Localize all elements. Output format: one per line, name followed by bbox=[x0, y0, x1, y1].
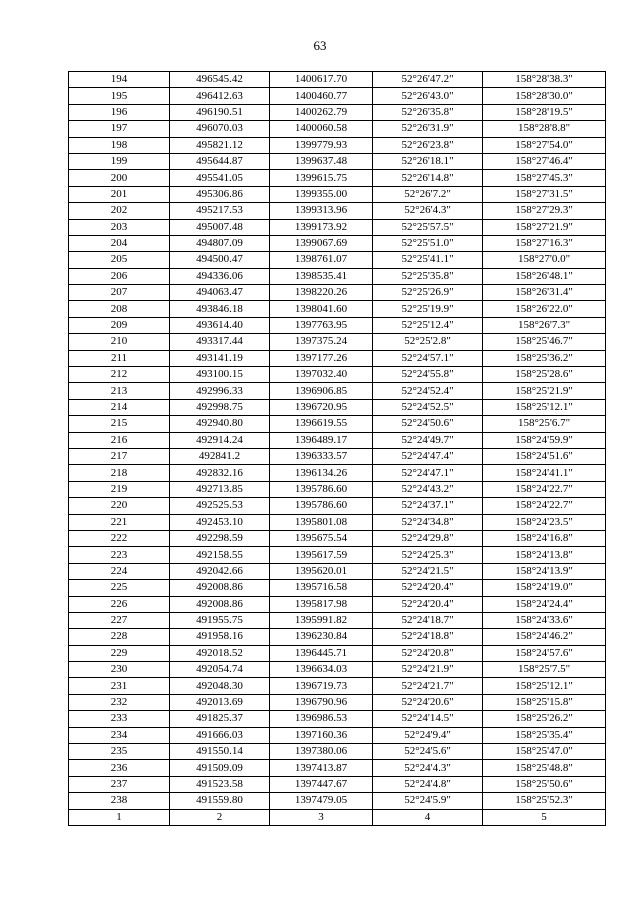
point-number-cell: 194 bbox=[69, 72, 170, 88]
longitude-cell: 158°24'22.7" bbox=[483, 498, 606, 514]
table-row bbox=[69, 383, 606, 399]
x-coordinate-cell: 491666.03 bbox=[170, 727, 270, 743]
latitude-cell: 52°26'18.1" bbox=[373, 153, 483, 169]
longitude-cell: 158°27'31.5" bbox=[483, 186, 606, 202]
point-number-cell: 202 bbox=[69, 203, 170, 219]
latitude-cell: 52°26'47.2" bbox=[373, 72, 483, 88]
x-coordinate-cell: 494807.09 bbox=[170, 235, 270, 251]
longitude-cell: 158°25'36.2" bbox=[483, 350, 606, 366]
x-coordinate-cell: 495644.87 bbox=[170, 153, 270, 169]
table-body bbox=[69, 72, 606, 810]
point-number-cell: 204 bbox=[69, 235, 170, 251]
latitude-cell: 52°26'23.8" bbox=[373, 137, 483, 153]
table-row bbox=[69, 367, 606, 383]
latitude-cell: 52°24'25.3" bbox=[373, 547, 483, 563]
x-coordinate-cell: 492042.66 bbox=[170, 563, 270, 579]
table-row bbox=[69, 317, 606, 333]
longitude-cell: 158°27'54.0" bbox=[483, 137, 606, 153]
longitude-cell: 158°24'59.9" bbox=[483, 432, 606, 448]
x-coordinate-cell: 492841.2 bbox=[170, 448, 270, 464]
longitude-cell: 158°25'48.8" bbox=[483, 760, 606, 776]
longitude-cell: 158°26'22.0" bbox=[483, 301, 606, 317]
y-coordinate-cell: 1395675.54 bbox=[270, 530, 373, 546]
table-row bbox=[69, 760, 606, 776]
x-coordinate-cell: 491523.58 bbox=[170, 776, 270, 792]
x-coordinate-cell: 491955.75 bbox=[170, 612, 270, 628]
table-row bbox=[69, 711, 606, 727]
column-number: 3 bbox=[270, 809, 373, 825]
table-row bbox=[69, 793, 606, 809]
x-coordinate-cell: 495306.86 bbox=[170, 186, 270, 202]
point-number-cell: 209 bbox=[69, 317, 170, 333]
x-coordinate-cell: 491559.80 bbox=[170, 793, 270, 809]
longitude-cell: 158°27'29.3" bbox=[483, 203, 606, 219]
latitude-cell: 52°25'19.9" bbox=[373, 301, 483, 317]
table-row bbox=[69, 465, 606, 481]
latitude-cell: 52°24'14.5" bbox=[373, 711, 483, 727]
y-coordinate-cell: 1397160.36 bbox=[270, 727, 373, 743]
table-row bbox=[69, 481, 606, 497]
longitude-cell: 158°25'46.7" bbox=[483, 334, 606, 350]
point-number-cell: 215 bbox=[69, 416, 170, 432]
x-coordinate-cell: 493317.44 bbox=[170, 334, 270, 350]
table-row bbox=[69, 744, 606, 760]
x-coordinate-cell: 492048.30 bbox=[170, 678, 270, 694]
point-number-cell: 200 bbox=[69, 170, 170, 186]
y-coordinate-cell: 1396720.95 bbox=[270, 399, 373, 415]
point-number-cell: 228 bbox=[69, 629, 170, 645]
column-number: 2 bbox=[170, 809, 270, 825]
longitude-cell: 158°24'16.8" bbox=[483, 530, 606, 546]
y-coordinate-cell: 1399355.00 bbox=[270, 186, 373, 202]
y-coordinate-cell: 1395817.98 bbox=[270, 596, 373, 612]
y-coordinate-cell: 1400060.58 bbox=[270, 121, 373, 137]
x-coordinate-cell: 493100.15 bbox=[170, 367, 270, 383]
point-number-cell: 213 bbox=[69, 383, 170, 399]
x-coordinate-cell: 491825.37 bbox=[170, 711, 270, 727]
longitude-cell: 158°24'33.6" bbox=[483, 612, 606, 628]
y-coordinate-cell: 1399067.69 bbox=[270, 235, 373, 251]
table-row bbox=[69, 350, 606, 366]
longitude-cell: 158°24'24.4" bbox=[483, 596, 606, 612]
longitude-cell: 158°24'51.6" bbox=[483, 448, 606, 464]
table-row bbox=[69, 104, 606, 120]
x-coordinate-cell: 494336.06 bbox=[170, 268, 270, 284]
coordinates-table bbox=[68, 71, 606, 826]
y-coordinate-cell: 1398761.07 bbox=[270, 252, 373, 268]
table-row bbox=[69, 170, 606, 186]
latitude-cell: 52°24'4.8" bbox=[373, 776, 483, 792]
point-number-cell: 227 bbox=[69, 612, 170, 628]
column-number-row bbox=[69, 809, 606, 825]
longitude-cell: 158°24'19.0" bbox=[483, 580, 606, 596]
x-coordinate-cell: 492832.16 bbox=[170, 465, 270, 481]
y-coordinate-cell: 1397380.06 bbox=[270, 744, 373, 760]
table-row bbox=[69, 448, 606, 464]
y-coordinate-cell: 1396333.57 bbox=[270, 448, 373, 464]
latitude-cell: 52°24'20.8" bbox=[373, 645, 483, 661]
longitude-cell: 158°26'31.4" bbox=[483, 285, 606, 301]
table-row bbox=[69, 776, 606, 792]
longitude-cell: 158°25'7.5" bbox=[483, 662, 606, 678]
latitude-cell: 52°24'55.8" bbox=[373, 367, 483, 383]
longitude-cell: 158°27'21.9" bbox=[483, 219, 606, 235]
latitude-cell: 52°24'52.4" bbox=[373, 383, 483, 399]
point-number-cell: 236 bbox=[69, 760, 170, 776]
latitude-cell: 52°25'35.8" bbox=[373, 268, 483, 284]
table-row bbox=[69, 612, 606, 628]
x-coordinate-cell: 492054.74 bbox=[170, 662, 270, 678]
point-number-cell: 203 bbox=[69, 219, 170, 235]
point-number-cell: 216 bbox=[69, 432, 170, 448]
table-row bbox=[69, 121, 606, 137]
table-row bbox=[69, 580, 606, 596]
x-coordinate-cell: 496412.63 bbox=[170, 88, 270, 104]
y-coordinate-cell: 1398535.41 bbox=[270, 268, 373, 284]
x-coordinate-cell: 495007.48 bbox=[170, 219, 270, 235]
point-number-cell: 226 bbox=[69, 596, 170, 612]
table-row bbox=[69, 334, 606, 350]
x-coordinate-cell: 492008.86 bbox=[170, 580, 270, 596]
y-coordinate-cell: 1399779.93 bbox=[270, 137, 373, 153]
longitude-cell: 158°25'50.6" bbox=[483, 776, 606, 792]
x-coordinate-cell: 492013.69 bbox=[170, 694, 270, 710]
x-coordinate-cell: 491509.09 bbox=[170, 760, 270, 776]
y-coordinate-cell: 1396634.03 bbox=[270, 662, 373, 678]
longitude-cell: 158°24'46.2" bbox=[483, 629, 606, 645]
longitude-cell: 158°25'12.1" bbox=[483, 399, 606, 415]
latitude-cell: 52°26'14.8" bbox=[373, 170, 483, 186]
table-row bbox=[69, 153, 606, 169]
point-number-cell: 230 bbox=[69, 662, 170, 678]
latitude-cell: 52°24'47.1" bbox=[373, 465, 483, 481]
longitude-cell: 158°25'15.8" bbox=[483, 694, 606, 710]
x-coordinate-cell: 495821.12 bbox=[170, 137, 270, 153]
latitude-cell: 52°24'21.7" bbox=[373, 678, 483, 694]
x-coordinate-cell: 492998.75 bbox=[170, 399, 270, 415]
table-row bbox=[69, 678, 606, 694]
table-row bbox=[69, 399, 606, 415]
point-number-cell: 233 bbox=[69, 711, 170, 727]
x-coordinate-cell: 493614.40 bbox=[170, 317, 270, 333]
table-row bbox=[69, 252, 606, 268]
latitude-cell: 52°24'20.4" bbox=[373, 580, 483, 596]
latitude-cell: 52°26'43.0" bbox=[373, 88, 483, 104]
latitude-cell: 52°24'5.9" bbox=[373, 793, 483, 809]
longitude-cell: 158°27'46.4" bbox=[483, 153, 606, 169]
table-row bbox=[69, 432, 606, 448]
latitude-cell: 52°24'18.7" bbox=[373, 612, 483, 628]
latitude-cell: 52°25'57.5" bbox=[373, 219, 483, 235]
latitude-cell: 52°26'7.2" bbox=[373, 186, 483, 202]
point-number-cell: 235 bbox=[69, 744, 170, 760]
y-coordinate-cell: 1399313.96 bbox=[270, 203, 373, 219]
longitude-cell: 158°27'45.3" bbox=[483, 170, 606, 186]
y-coordinate-cell: 1400460.77 bbox=[270, 88, 373, 104]
point-number-cell: 234 bbox=[69, 727, 170, 743]
point-number-cell: 220 bbox=[69, 498, 170, 514]
longitude-cell: 158°25'6.7" bbox=[483, 416, 606, 432]
x-coordinate-cell: 492713.85 bbox=[170, 481, 270, 497]
longitude-cell: 158°25'21.9" bbox=[483, 383, 606, 399]
point-number-cell: 232 bbox=[69, 694, 170, 710]
latitude-cell: 52°26'4.3" bbox=[373, 203, 483, 219]
latitude-cell: 52°24'20.6" bbox=[373, 694, 483, 710]
longitude-cell: 158°24'23.5" bbox=[483, 514, 606, 530]
table-row bbox=[69, 547, 606, 563]
table-row bbox=[69, 88, 606, 104]
point-number-cell: 231 bbox=[69, 678, 170, 694]
longitude-cell: 158°28'30.0" bbox=[483, 88, 606, 104]
latitude-cell: 52°25'2.8" bbox=[373, 334, 483, 350]
longitude-cell: 158°28'38.3" bbox=[483, 72, 606, 88]
x-coordinate-cell: 496190.51 bbox=[170, 104, 270, 120]
x-coordinate-cell: 492914.24 bbox=[170, 432, 270, 448]
x-coordinate-cell: 494063.47 bbox=[170, 285, 270, 301]
longitude-cell: 158°25'26.2" bbox=[483, 711, 606, 727]
table-row bbox=[69, 662, 606, 678]
longitude-cell: 158°24'57.6" bbox=[483, 645, 606, 661]
y-coordinate-cell: 1397032.40 bbox=[270, 367, 373, 383]
latitude-cell: 52°24'57.1" bbox=[373, 350, 483, 366]
latitude-cell: 52°25'41.1" bbox=[373, 252, 483, 268]
longitude-cell: 158°26'7.3" bbox=[483, 317, 606, 333]
table-row bbox=[69, 416, 606, 432]
point-number-cell: 195 bbox=[69, 88, 170, 104]
longitude-cell: 158°28'19.5" bbox=[483, 104, 606, 120]
x-coordinate-cell: 496070.03 bbox=[170, 121, 270, 137]
x-coordinate-cell: 491550.14 bbox=[170, 744, 270, 760]
latitude-cell: 52°24'5.6" bbox=[373, 744, 483, 760]
point-number-cell: 214 bbox=[69, 399, 170, 415]
longitude-cell: 158°25'52.3" bbox=[483, 793, 606, 809]
latitude-cell: 52°24'34.8" bbox=[373, 514, 483, 530]
table-row bbox=[69, 694, 606, 710]
table-row bbox=[69, 203, 606, 219]
latitude-cell: 52°24'47.4" bbox=[373, 448, 483, 464]
longitude-cell: 158°24'41.1" bbox=[483, 465, 606, 481]
table-row bbox=[69, 645, 606, 661]
x-coordinate-cell: 492996.33 bbox=[170, 383, 270, 399]
longitude-cell: 158°27'0.0" bbox=[483, 252, 606, 268]
y-coordinate-cell: 1396906.85 bbox=[270, 383, 373, 399]
x-coordinate-cell: 495541.05 bbox=[170, 170, 270, 186]
y-coordinate-cell: 1396986.53 bbox=[270, 711, 373, 727]
point-number-cell: 224 bbox=[69, 563, 170, 579]
x-coordinate-cell: 493141.19 bbox=[170, 350, 270, 366]
latitude-cell: 52°26'35.8" bbox=[373, 104, 483, 120]
table-row bbox=[69, 235, 606, 251]
table-row bbox=[69, 72, 606, 88]
point-number-cell: 223 bbox=[69, 547, 170, 563]
column-number: 1 bbox=[69, 809, 170, 825]
latitude-cell: 52°25'26.9" bbox=[373, 285, 483, 301]
y-coordinate-cell: 1395716.58 bbox=[270, 580, 373, 596]
y-coordinate-cell: 1400262.79 bbox=[270, 104, 373, 120]
table-row bbox=[69, 629, 606, 645]
latitude-cell: 52°24'50.6" bbox=[373, 416, 483, 432]
longitude-cell: 158°25'12.1" bbox=[483, 678, 606, 694]
longitude-cell: 158°25'47.0" bbox=[483, 744, 606, 760]
table-row bbox=[69, 186, 606, 202]
longitude-cell: 158°25'28.6" bbox=[483, 367, 606, 383]
y-coordinate-cell: 1398041.60 bbox=[270, 301, 373, 317]
y-coordinate-cell: 1396230.84 bbox=[270, 629, 373, 645]
y-coordinate-cell: 1395786.60 bbox=[270, 481, 373, 497]
latitude-cell: 52°24'9.4" bbox=[373, 727, 483, 743]
y-coordinate-cell: 1397763.95 bbox=[270, 317, 373, 333]
latitude-cell: 52°24'29.8" bbox=[373, 530, 483, 546]
point-number-cell: 211 bbox=[69, 350, 170, 366]
x-coordinate-cell: 492525.53 bbox=[170, 498, 270, 514]
latitude-cell: 52°24'52.5" bbox=[373, 399, 483, 415]
latitude-cell: 52°25'12.4" bbox=[373, 317, 483, 333]
x-coordinate-cell: 492158.55 bbox=[170, 547, 270, 563]
point-number-cell: 196 bbox=[69, 104, 170, 120]
latitude-cell: 52°24'21.5" bbox=[373, 563, 483, 579]
longitude-cell: 158°27'16.3" bbox=[483, 235, 606, 251]
column-number: 4 bbox=[373, 809, 483, 825]
y-coordinate-cell: 1396790.96 bbox=[270, 694, 373, 710]
latitude-cell: 52°24'43.2" bbox=[373, 481, 483, 497]
latitude-cell: 52°24'21.9" bbox=[373, 662, 483, 678]
x-coordinate-cell: 494500.47 bbox=[170, 252, 270, 268]
y-coordinate-cell: 1396489.17 bbox=[270, 432, 373, 448]
point-number-cell: 208 bbox=[69, 301, 170, 317]
y-coordinate-cell: 1397375.24 bbox=[270, 334, 373, 350]
y-coordinate-cell: 1395620.01 bbox=[270, 563, 373, 579]
point-number-cell: 207 bbox=[69, 285, 170, 301]
latitude-cell: 52°24'4.3" bbox=[373, 760, 483, 776]
table-row bbox=[69, 268, 606, 284]
latitude-cell: 52°25'51.0" bbox=[373, 235, 483, 251]
y-coordinate-cell: 1395617.59 bbox=[270, 547, 373, 563]
table-row bbox=[69, 727, 606, 743]
y-coordinate-cell: 1396719.73 bbox=[270, 678, 373, 694]
y-coordinate-cell: 1397413.87 bbox=[270, 760, 373, 776]
table-row bbox=[69, 137, 606, 153]
longitude-cell: 158°24'13.9" bbox=[483, 563, 606, 579]
point-number-cell: 217 bbox=[69, 448, 170, 464]
x-coordinate-cell: 495217.53 bbox=[170, 203, 270, 219]
y-coordinate-cell: 1399173.92 bbox=[270, 219, 373, 235]
point-number-cell: 199 bbox=[69, 153, 170, 169]
y-coordinate-cell: 1396134.26 bbox=[270, 465, 373, 481]
table-row bbox=[69, 530, 606, 546]
x-coordinate-cell: 492018.52 bbox=[170, 645, 270, 661]
latitude-cell: 52°24'37.1" bbox=[373, 498, 483, 514]
y-coordinate-cell: 1395991.82 bbox=[270, 612, 373, 628]
y-coordinate-cell: 1396445.71 bbox=[270, 645, 373, 661]
latitude-cell: 52°26'31.9" bbox=[373, 121, 483, 137]
y-coordinate-cell: 1396619.55 bbox=[270, 416, 373, 432]
page-number: 63 bbox=[313, 38, 327, 53]
longitude-cell: 158°24'22.7" bbox=[483, 481, 606, 497]
longitude-cell: 158°28'8.8" bbox=[483, 121, 606, 137]
x-coordinate-cell: 492940.80 bbox=[170, 416, 270, 432]
x-coordinate-cell: 492298.59 bbox=[170, 530, 270, 546]
x-coordinate-cell: 492453.10 bbox=[170, 514, 270, 530]
table-row bbox=[69, 498, 606, 514]
y-coordinate-cell: 1398220.26 bbox=[270, 285, 373, 301]
point-number-cell: 212 bbox=[69, 367, 170, 383]
point-number-cell: 219 bbox=[69, 481, 170, 497]
point-number-cell: 222 bbox=[69, 530, 170, 546]
y-coordinate-cell: 1400617.70 bbox=[270, 72, 373, 88]
table-row bbox=[69, 514, 606, 530]
latitude-cell: 52°24'20.4" bbox=[373, 596, 483, 612]
point-number-cell: 201 bbox=[69, 186, 170, 202]
table-row bbox=[69, 596, 606, 612]
table-row bbox=[69, 301, 606, 317]
x-coordinate-cell: 496545.42 bbox=[170, 72, 270, 88]
table-row bbox=[69, 219, 606, 235]
latitude-cell: 52°24'49.7" bbox=[373, 432, 483, 448]
y-coordinate-cell: 1395801.08 bbox=[270, 514, 373, 530]
point-number-cell: 198 bbox=[69, 137, 170, 153]
point-number-cell: 205 bbox=[69, 252, 170, 268]
point-number-cell: 229 bbox=[69, 645, 170, 661]
x-coordinate-cell: 491958.16 bbox=[170, 629, 270, 645]
y-coordinate-cell: 1397447.67 bbox=[270, 776, 373, 792]
y-coordinate-cell: 1399615.75 bbox=[270, 170, 373, 186]
point-number-cell: 206 bbox=[69, 268, 170, 284]
y-coordinate-cell: 1399637.48 bbox=[270, 153, 373, 169]
y-coordinate-cell: 1395786.60 bbox=[270, 498, 373, 514]
point-number-cell: 237 bbox=[69, 776, 170, 792]
point-number-cell: 197 bbox=[69, 121, 170, 137]
y-coordinate-cell: 1397177.26 bbox=[270, 350, 373, 366]
point-number-cell: 221 bbox=[69, 514, 170, 530]
point-number-cell: 238 bbox=[69, 793, 170, 809]
table-row bbox=[69, 285, 606, 301]
table-row bbox=[69, 563, 606, 579]
point-number-cell: 225 bbox=[69, 580, 170, 596]
column-number: 5 bbox=[483, 809, 606, 825]
longitude-cell: 158°26'48.1" bbox=[483, 268, 606, 284]
y-coordinate-cell: 1397479.05 bbox=[270, 793, 373, 809]
point-number-cell: 210 bbox=[69, 334, 170, 350]
x-coordinate-cell: 493846.18 bbox=[170, 301, 270, 317]
longitude-cell: 158°25'35.4" bbox=[483, 727, 606, 743]
longitude-cell: 158°24'13.8" bbox=[483, 547, 606, 563]
latitude-cell: 52°24'18.8" bbox=[373, 629, 483, 645]
x-coordinate-cell: 492008.86 bbox=[170, 596, 270, 612]
point-number-cell: 218 bbox=[69, 465, 170, 481]
